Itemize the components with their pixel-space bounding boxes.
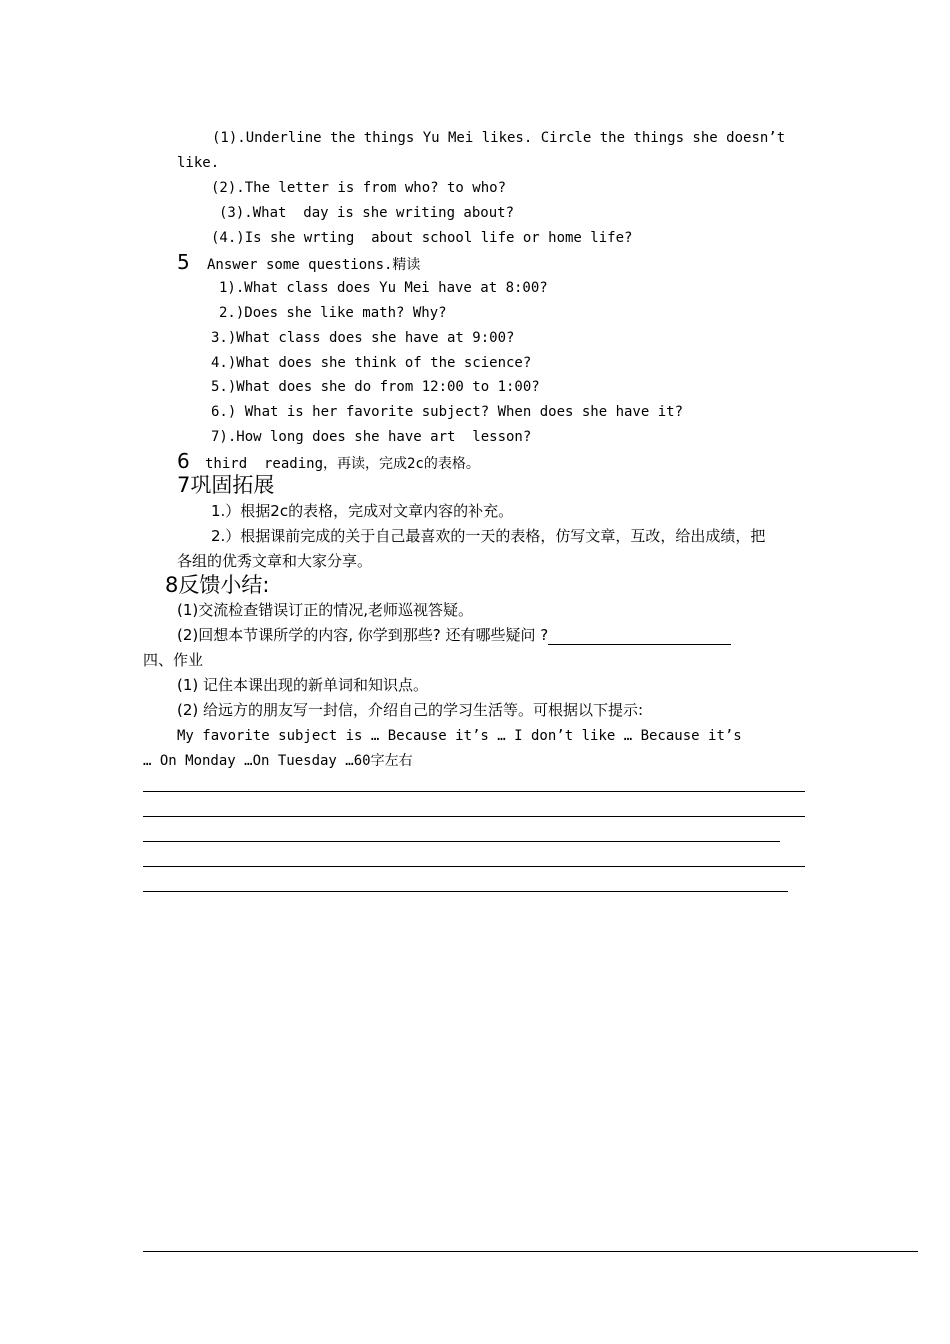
q4-item-2: (2).The letter is from who? to who? [211, 180, 507, 196]
writing-line-1 [143, 791, 805, 792]
footer-rule [143, 1251, 918, 1252]
q4-item-1-line-1: (1).Underline the things Yu Mei likes. Circle the things she doesn’t [212, 130, 786, 146]
section-8-heading: 8反馈小结: [165, 573, 270, 597]
homework-item-2: (2) 给远方的朋友写一封信，介绍自己的学习生活等。可根据以下提示: [177, 701, 644, 719]
section-7-item-2-line-1: 2.）根据课前完成的关于自己最喜欢的一天的表格，仿写文章，互改，给出成绩，把 [211, 527, 766, 545]
q4-item-4: (4.)Is she wrting about school life or home life? [211, 230, 633, 246]
writing-line-2 [143, 816, 805, 817]
q6-title: third reading，再读，完成2c的表格。 [205, 456, 480, 472]
q5-item-4: 4.)What does she think of the science? [211, 355, 532, 371]
q5-item-1: 1).What class does Yu Mei have at 8:00? [219, 280, 548, 296]
homework-hint-line-2: … On Monday …On Tuesday …60字左右 [143, 753, 413, 769]
q5-number: 5 [177, 250, 190, 274]
section-8-item-2 [177, 625, 731, 645]
homework-item-1: (1) 记住本课出现的新单词和知识点。 [177, 676, 429, 694]
section-7-item-1: 1.）根据2c的表格，完成对文章内容的补充。 [211, 502, 514, 520]
q5-item-6: 6.) What is her favorite subject? When does she have it? [211, 404, 684, 420]
writing-line-3 [143, 841, 780, 842]
q4-item-1-line-2: like. [177, 155, 220, 171]
section-7-item-2-line-2: 各组的优秀文章和大家分享。 [177, 552, 373, 570]
q5-title: Answer some questions.精读 [207, 257, 421, 273]
q5-item-7: 7).How long does she have art lesson? [211, 429, 532, 445]
q5-item-5: 5.)What does she do from 12:00 to 1:00? [211, 379, 540, 395]
section-8-item-2-text: (2)回想本节课所学的内容, 你学到那些? 还有哪些疑问 ? [177, 626, 549, 644]
q6-number: 6 [177, 449, 190, 473]
section-7-heading: 7巩固拓展 [177, 473, 275, 497]
homework-heading: 四、作业 [143, 651, 204, 669]
writing-line-5 [143, 891, 788, 892]
answer-blank [548, 628, 731, 645]
q5-item-3: 3.)What class does she have at 9:00? [211, 330, 515, 346]
writing-line-4 [143, 866, 805, 867]
homework-hint-line-1: My favorite subject is … Because it’s … I don’t like … Because it’s [177, 728, 742, 744]
q4-item-3: (3).What day is she writing about? [219, 205, 515, 221]
q5-item-2: 2.)Does she like math? Why? [219, 305, 447, 321]
section-8-item-1: (1)交流检查错误订正的情况,老师巡视答疑。 [177, 601, 474, 619]
